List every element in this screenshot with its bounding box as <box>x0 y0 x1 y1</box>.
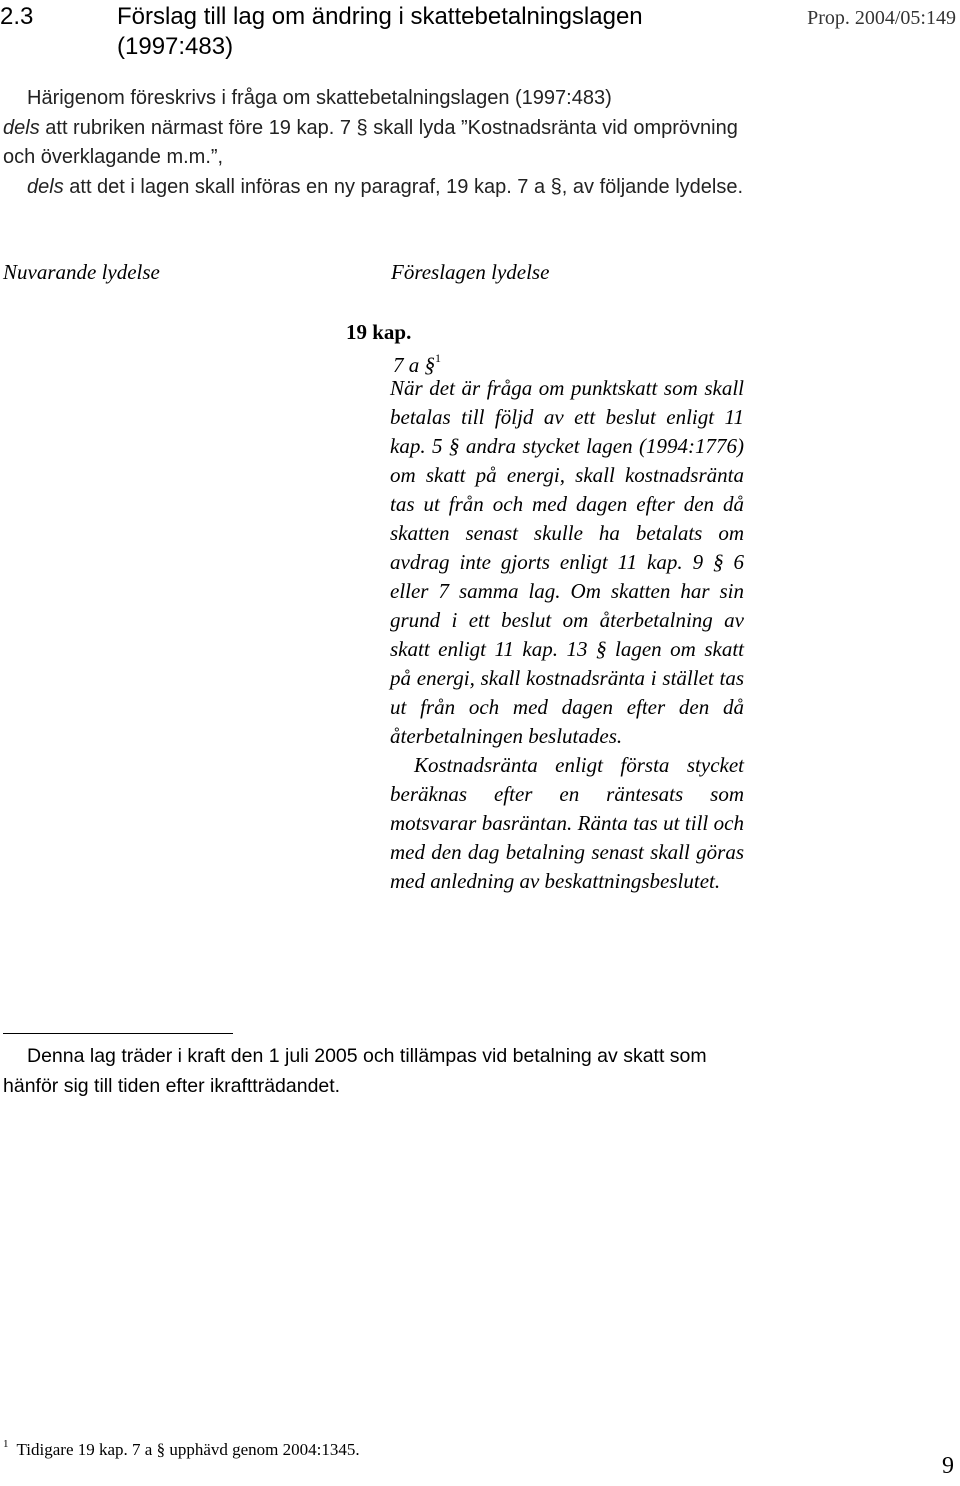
intro-line: Härigenom föreskrivs i fråga om skattebetalningslagen (1997:483) <box>27 87 612 109</box>
intro-text <box>3 84 747 202</box>
dels-1-text: att rubriken närmast före 19 kap. 7 § skall lyda ”Kostnadsränta vid omprövning och överklagande m.m.”, <box>3 116 738 168</box>
footnote <box>3 1432 360 1462</box>
proposition-reference: Prop. 2004/05:149 <box>807 7 956 29</box>
paragraph-2: Kostnadsränta enligt första stycket beräknas efter en räntesats som motsvarar basräntan. Ränta tas ut till och med den dag betalning senast skall göras med anledning av beskattningsbeslutet. <box>390 753 744 893</box>
page-number: 9 <box>942 1453 954 1479</box>
proposed-wording-heading: Föreslagen lydelse <box>391 260 550 284</box>
footnote-reference: 1 <box>435 351 441 365</box>
dels-word: dels <box>3 116 40 139</box>
section-number: 2.3 <box>0 3 34 30</box>
dels-2-text: att det i lagen skall införas en ny paragraf, 19 kap. 7 a §, av följande lydelse. <box>63 175 744 198</box>
dels-word: dels <box>27 175 64 198</box>
intro-dels-2 <box>3 173 747 203</box>
proposed-wording-text <box>390 374 744 896</box>
paragraph-1: När det är fråga om punktskatt som skall betalas till följd av ett beslut enligt 11 kap. 5 § andra stycket lagen (1994:1776) om skatt på energi, skall kostnadsränta tas ut från och med dagen efter den då skatten senast skulle ha betalats om avdrag inte gjorts enligt 11 kap. 9 § 6 eller 7 samma lag. Om skatten har sin grund i ett beslut om återbetalning av skatt enligt 11 kap. 13 § lagen om skatt på energi, skall kostnadsränta i stället tas ut från och med dagen efter den då återbetalningen beslutades. <box>390 376 744 748</box>
footnote-number: 1 <box>3 1438 9 1450</box>
transition-text: Denna lag träder i kraft den 1 juli 2005 och tillämpas vid betalning av skatt som hänför sig till tiden efter ikraftträdandet. <box>3 1045 707 1097</box>
transition-provision <box>3 1041 747 1101</box>
separator-rule <box>3 1033 233 1034</box>
intro-dels-1 <box>3 114 747 173</box>
paragraph-number: 7 a § <box>393 353 435 377</box>
section-title: Förslag till lag om ändring i skattebetalningslagen (1997:483) <box>117 3 643 60</box>
chapter-heading: 19 kap. <box>346 320 412 344</box>
current-wording-heading: Nuvarande lydelse <box>3 260 160 284</box>
footnote-text: Tidigare 19 kap. 7 a § upphävd genom 2004:1345. <box>16 1440 360 1459</box>
